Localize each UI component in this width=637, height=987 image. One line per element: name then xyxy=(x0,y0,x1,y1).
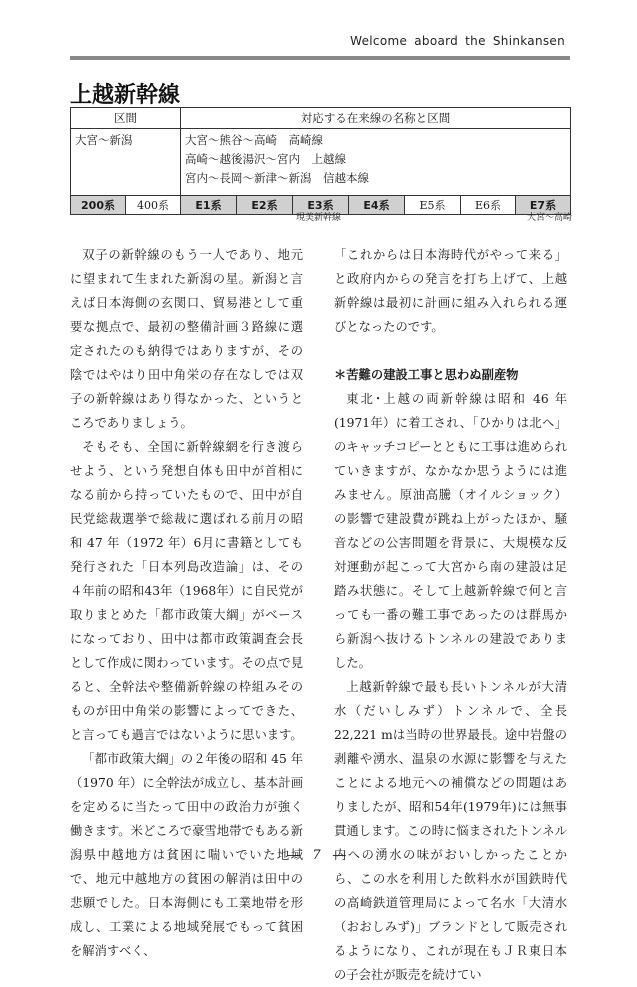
series-note-right: 大宮～高崎 xyxy=(527,213,573,223)
series-cell: E4系 xyxy=(349,196,405,215)
header-rule xyxy=(70,56,570,60)
paragraph: 上越新幹線で最も長いトンネルが大清水（だいしみず）トンネルで、全長 22,221 mは当時の世界最長。途中岩盤の剥離や湧水、温泉の水源に影響を与えたことによる地元への補償などの問題はありましたが、昭和54年(1979年)には無事貫通します。この時に悩まされたトンネル内への湧水の味がおいしかったことから、この水を利用した飲料水が国鉄時代の高崎鉄道管理局によって名水「大清水（おおしみず)」ブランドとして販売されるようになり、これが現在もＪＲ東日本の子会社が販売を続けてい xyxy=(334,680,567,982)
line-item: 大宮～熊谷～高崎 高崎線 xyxy=(185,133,323,147)
table-lines-cell xyxy=(181,129,571,196)
section-heading: ＊苦難の建設工事と思わぬ副産物 xyxy=(334,368,519,382)
series-cell: E7系 xyxy=(516,196,571,215)
series-cell: 400系 xyxy=(126,196,181,215)
series-cell: E6系 xyxy=(461,196,516,215)
table-header-lines: 対応する在来線の名称と区間 xyxy=(181,108,571,129)
body-column-right xyxy=(334,243,567,987)
paragraph: 「都市政策大綱」の２年後の昭和 45 年（1970 年）に全幹法が成立し、基本計画を定めるに当たって田中の政治力が強く働きます。米どころで豪雪地帯でもある新潟県中越地方は貧困に喘いでいた地域で、地元中越地方の貧困の解消は田中の悲願でした。日本海側にも工業地帯を形成し、工業による地域発展でもって貧困を解消すべく、 xyxy=(70,752,303,958)
paragraph: 「これからは日本海時代がやって来る」と政府内からの発言を打ち上げて、上越新幹線は最初に計画に組み入れられる運びとなったのです。 xyxy=(334,248,567,334)
series-cell: E3系 xyxy=(293,196,349,215)
running-header: Welcome aboard the Shinkansen xyxy=(350,34,565,48)
page-title: 上越新幹線 xyxy=(70,83,181,108)
paragraph: そもそも、全国に新幹線網を行き渡らせよう、という発想自体も田中が首相になる前から持っていたもので、田中が自民党総裁選挙で総裁に選ばれる前月の昭和 47 年（1972 年）6月に書籍としても発行された「日本列島改造論」は、その４年前の昭和43年（1968年）に自民党が取りまとめた「都市政策大綱」がベースになっており、田中は都市政策調査会長として作成に関わっています。その点で見ると、全幹法や整備新幹線の枠組みそのものが田中角栄の影響によってできた、と言っても過言ではないように思います。 xyxy=(70,440,303,742)
series-cell: E2系 xyxy=(237,196,293,215)
table-section-cell: 大宮～新潟 xyxy=(71,129,181,196)
series-cell: E5系 xyxy=(405,196,461,215)
paragraph: 東北･上越の両新幹線は昭和 46 年(1971年）に着工され、「ひかりは北へ」のキャッチコピーとともに工事は進められていきますが、なかなか思うようには進みません。原油高騰（オイルショック）の影響で建設費が跳ね上がったほか、騒音などの公害問題を背景に、大規模な反対運動が起こって大宮から南の建設は足踏み状態に。そして上越新幹線で何と言っても一番の難工事であったのは群馬から新潟へ抜けるトンネルの建設でありました。 xyxy=(334,392,567,670)
paragraph: 双子の新幹線のもう一人であり、地元に望まれて生まれた新潟の星。新潟と言えば日本海側の玄関口、貿易港として重要な拠点で、最初の整備計画３路線に選定されたのも納得ではありますが、その陰ではやはり田中角栄の存在なしでは双子の新幹線はあり得なかった、というところでありましょう。 xyxy=(70,248,303,430)
series-note-left: 現美新幹線 xyxy=(296,213,342,223)
page-number: ― 7 ― xyxy=(287,848,350,863)
route-table xyxy=(70,107,571,215)
series-cell: 200系 xyxy=(71,196,126,215)
table-header-section: 区間 xyxy=(71,108,181,129)
line-item: 高崎～越後湯沢～宮内 上越線 xyxy=(185,152,346,166)
series-cell: E1系 xyxy=(181,196,237,215)
line-item: 宮内～長岡～新津～新潟 信越本線 xyxy=(185,171,369,185)
spacer xyxy=(334,339,567,363)
